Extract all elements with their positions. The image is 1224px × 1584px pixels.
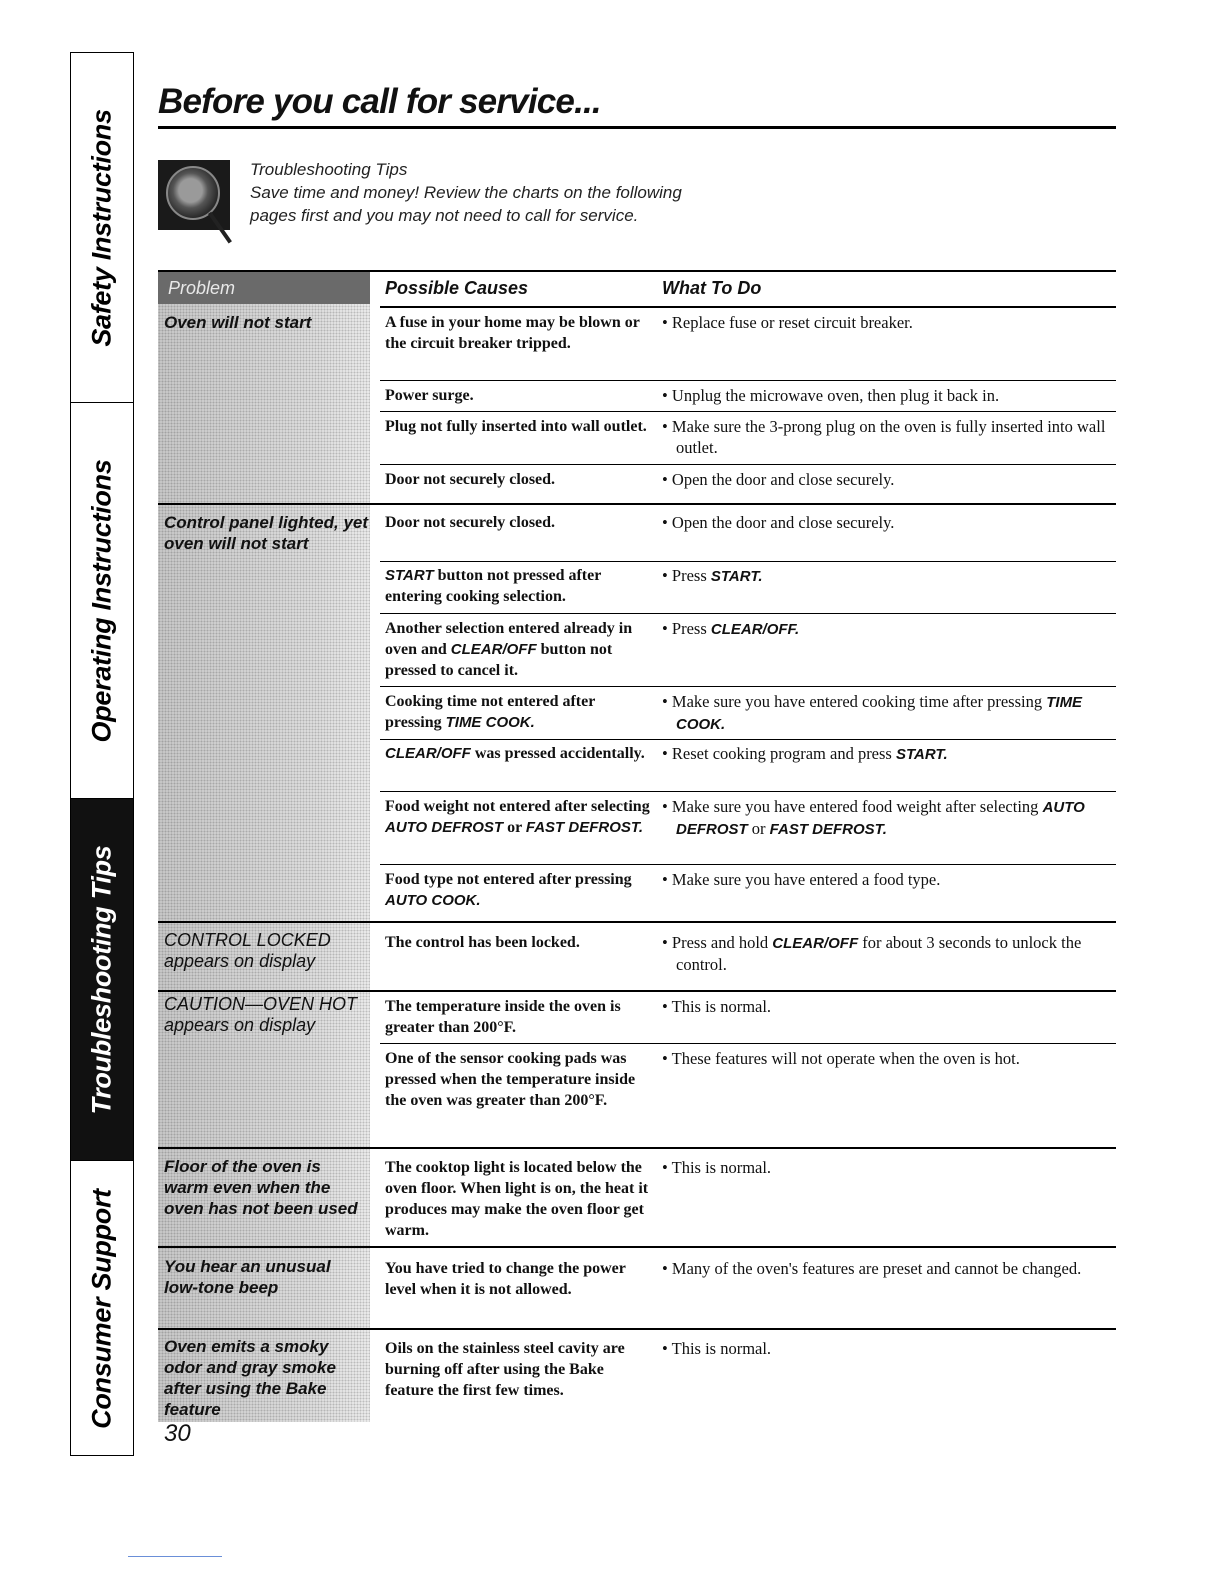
cause-fragment: or: [507, 819, 522, 836]
cause-fragment: button not pressed after entering cooking selection.: [385, 567, 602, 605]
todo-text: • Make sure the 3-prong plug on the oven is fully inserted into wall outlet.: [662, 416, 1126, 458]
cause-text: Power surge.: [385, 387, 474, 404]
keyword: START: [385, 567, 434, 584]
row-divider: [380, 864, 1116, 865]
todo-text: • This is normal.: [662, 1157, 1126, 1178]
tips-line: Save time and money! Review the charts on the following: [250, 183, 682, 202]
todo-text: • Make sure you have entered a food type.: [662, 869, 1126, 890]
cause-text: [385, 691, 650, 733]
keyword: TIME COOK.: [445, 714, 535, 731]
cause-fragment: Food type not entered after pressing: [385, 871, 632, 888]
row-divider: [380, 464, 1116, 465]
tab-safety-instructions[interactable]: [71, 53, 133, 403]
todo-fragment: Make sure you have entered cooking time after pressing: [671, 692, 1043, 711]
todo-text: [662, 796, 1126, 840]
cause-text: [385, 869, 650, 911]
cause-text: A fuse in your home may be blown or the circuit breaker tripped.: [385, 314, 640, 352]
todo-fragment: Press: [671, 619, 707, 638]
tab-troubleshooting-tips[interactable]: [71, 799, 133, 1161]
page-title: Before you call for service...: [158, 82, 601, 121]
keyword: TIME COOK.: [676, 694, 1083, 733]
group-divider: [158, 1147, 1116, 1149]
problem-column-header: [158, 272, 370, 304]
todo-text: • Open the door and close securely.: [662, 512, 1126, 533]
cause-fragment: Cooking time not entered after pressing: [385, 693, 596, 731]
todo-text: • Unplug the microwave oven, then plug it back in.: [662, 385, 1126, 406]
todo-text: [662, 565, 1126, 587]
problem-label: Floor of the oven is warm even when the oven has not been used: [164, 1157, 358, 1218]
cause-text: The control has been locked.: [385, 934, 580, 951]
problem-label: CONTROL LOCKED appears on display: [164, 930, 331, 971]
problem-label: Control panel lighted, yet oven will not start: [164, 513, 369, 553]
group-divider: [158, 503, 1116, 505]
cause-fragment: Another selection entered already in oven and: [385, 620, 633, 658]
section-tab-bar: [70, 52, 134, 1456]
problem-header-label: Problem: [168, 278, 236, 298]
group-divider: [158, 990, 1116, 992]
group-divider: [158, 921, 1116, 923]
keyword: AUTO DEFROST: [385, 819, 504, 836]
cause-fragment: Food weight not entered after selecting: [385, 798, 650, 815]
problem-label: You hear an unusual low-tone beep: [164, 1257, 331, 1297]
cause-text: [385, 743, 650, 764]
todo-fragment: Reset cooking program and press: [671, 744, 892, 763]
keyword: CLEAR/OFF: [772, 935, 859, 952]
row-divider: [380, 613, 1116, 614]
keyword: FAST DEFROST.: [525, 819, 644, 836]
row-divider: [380, 739, 1116, 740]
tab-label: Safety Instructions: [86, 108, 117, 347]
keyword: AUTO DEFROST: [676, 799, 1085, 838]
group-divider: [158, 1328, 1116, 1330]
todo-text: • Open the door and close securely.: [662, 469, 1126, 490]
problem-column-shading: [158, 272, 370, 1422]
todo-text: • Replace fuse or reset circuit breaker.: [662, 312, 1126, 333]
todo-text: [662, 691, 1126, 735]
causes-column-header: Possible Causes: [385, 278, 529, 298]
todo-fragment: Make sure you have entered food weight after selecting: [671, 797, 1039, 816]
cooktop-burner-icon: [158, 160, 230, 230]
problem-label: CAUTION—OVEN HOT appears on display: [164, 994, 358, 1035]
todo-text: • This is normal.: [662, 996, 1126, 1017]
cause-text: The cooktop light is located below the oven floor. When light is on, the heat it produces may make the oven floor get warm.: [385, 1159, 649, 1239]
cause-text: You have tried to change the power level when it is not allowed.: [385, 1260, 626, 1298]
cause-text: [385, 618, 650, 681]
todo-column-header: What To Do: [662, 278, 762, 298]
tab-consumer-support[interactable]: [71, 1161, 133, 1457]
header-rule: [380, 306, 1116, 308]
todo-fragment: for about 3 seconds to unlock the control.: [676, 933, 1082, 974]
row-divider: [380, 1043, 1116, 1044]
cause-text: Door not securely closed.: [385, 471, 556, 488]
cause-text: The temperature inside the oven is greater than 200°F.: [385, 998, 621, 1036]
todo-text: • This is normal.: [662, 1338, 1126, 1359]
row-divider: [380, 686, 1116, 687]
todo-fragment: Press: [671, 566, 707, 585]
row-divider: [380, 561, 1116, 562]
group-divider: [158, 1246, 1116, 1248]
cause-fragment: button not pressed to cancel it.: [385, 641, 613, 679]
tab-label: Troubleshooting Tips: [86, 845, 117, 1114]
keyword: START.: [710, 568, 763, 585]
cause-text: Door not securely closed.: [385, 514, 556, 531]
tab-label: Consumer Support: [86, 1189, 117, 1429]
cause-text: Plug not fully inserted into wall outlet.: [385, 418, 647, 435]
title-divider: [158, 126, 1116, 129]
page-number: 30: [164, 1420, 191, 1447]
cause-text: [385, 565, 650, 607]
todo-text: [662, 932, 1126, 975]
cause-text: One of the sensor cooking pads was pressed when the temperature inside the oven was greater than 200°F.: [385, 1050, 636, 1109]
keyword: CLEAR/OFF: [385, 745, 471, 762]
cause-fragment: was pressed accidentally.: [474, 745, 645, 762]
keyword: CLEAR/OFF: [450, 641, 537, 658]
row-divider: [380, 411, 1116, 412]
tips-heading: Troubleshooting Tips: [250, 160, 408, 179]
problem-label: Oven emits a smoky odor and gray smoke after using the Bake feature: [164, 1337, 336, 1419]
keyword: CLEAR/OFF.: [710, 621, 800, 638]
problem-label: Oven will not start: [164, 313, 312, 332]
keyword: FAST DEFROST.: [769, 821, 887, 838]
tab-label: Operating Instructions: [86, 459, 117, 742]
row-divider: [380, 791, 1116, 792]
keyword: AUTO COOK.: [385, 892, 481, 909]
todo-text: [662, 743, 1126, 765]
footer-divider: [128, 1556, 222, 1557]
todo-text: • Many of the oven's features are preset and cannot be changed.: [662, 1258, 1126, 1279]
keyword: START.: [895, 746, 948, 763]
todo-fragment: or: [751, 819, 766, 838]
todo-text: [662, 618, 1126, 640]
row-divider: [380, 380, 1116, 381]
tips-line: pages first and you may not need to call for service.: [250, 206, 639, 225]
todo-text: • These features will not operate when the oven is hot.: [662, 1048, 1126, 1069]
tips-intro: [250, 158, 770, 227]
cause-text: [385, 796, 650, 838]
todo-fragment: Press and hold: [671, 933, 769, 952]
cause-text: Oils on the stainless steel cavity are burning off after using the Bake feature the first few times.: [385, 1340, 625, 1399]
tab-operating-instructions[interactable]: [71, 403, 133, 799]
